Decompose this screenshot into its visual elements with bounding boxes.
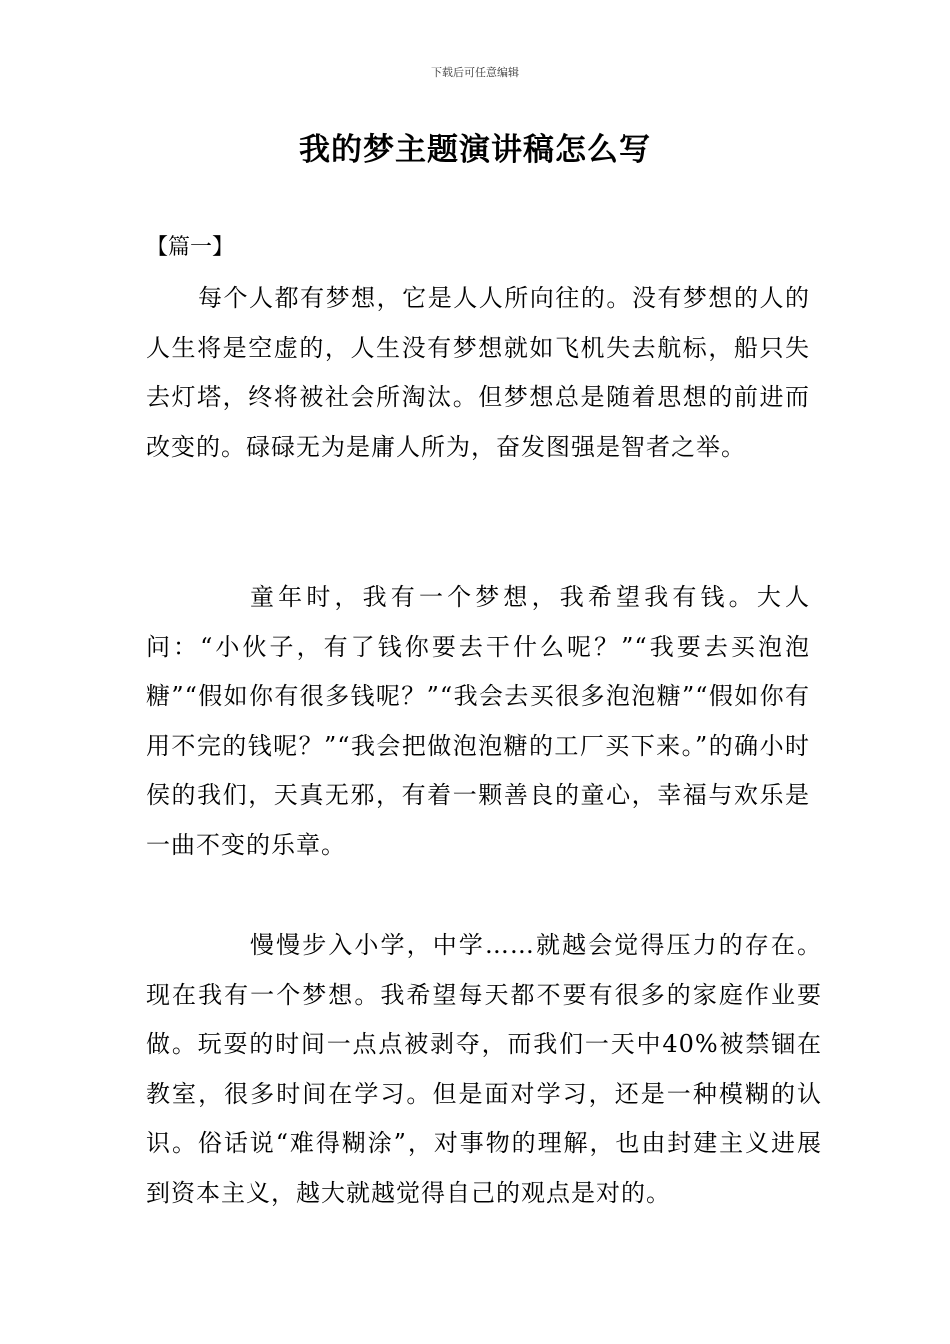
section-label: 【篇一】 — [146, 235, 235, 260]
paragraph-3: 慢慢步入小学，中学……就越会觉得压力的存在。现在我有一个梦想。我希望每天都不要有很多的家庭作业要做。玩耍的时间一点点被剥夺，而我们一天中40%被禁锢在教室，很多时间在学习。但是面对学习，还是一种模糊的认识。俗话说“难得糊涂”，对事物的理解，也由封建主义进展到资本主义，越大就越觉得自己的观点是对的。 — [146, 931, 822, 1207]
header-note: 下载后可任意编辑 — [431, 66, 519, 79]
paragraph-1: 每个人都有梦想，它是人人所向往的。没有梦想的人的人生将是空虚的，人生没有梦想就如飞机失去航标，船只失去灯塔，终将被社会所淘汰。但梦想总是随着思想的前进而改变的。碌碌无为是庸人所为，奋发图强是智者之举。 — [146, 284, 810, 461]
page-title: 我的梦主题演讲稿怎么写 — [299, 132, 651, 168]
paragraph-2: 童年时，我有一个梦想，我希望我有钱。大人问：“小伙子，有了钱你要去干什么呢？”“我要去买泡泡糖”“假如你有很多钱呢？”“我会去买很多泡泡糖”“假如你有用不完的钱呢？”“我会把做泡泡糖的工厂买下来。”的确小时侯的我们，天真无邪，有着一颗善良的童心，幸福与欢乐是一曲不变的乐章。 — [146, 583, 810, 859]
